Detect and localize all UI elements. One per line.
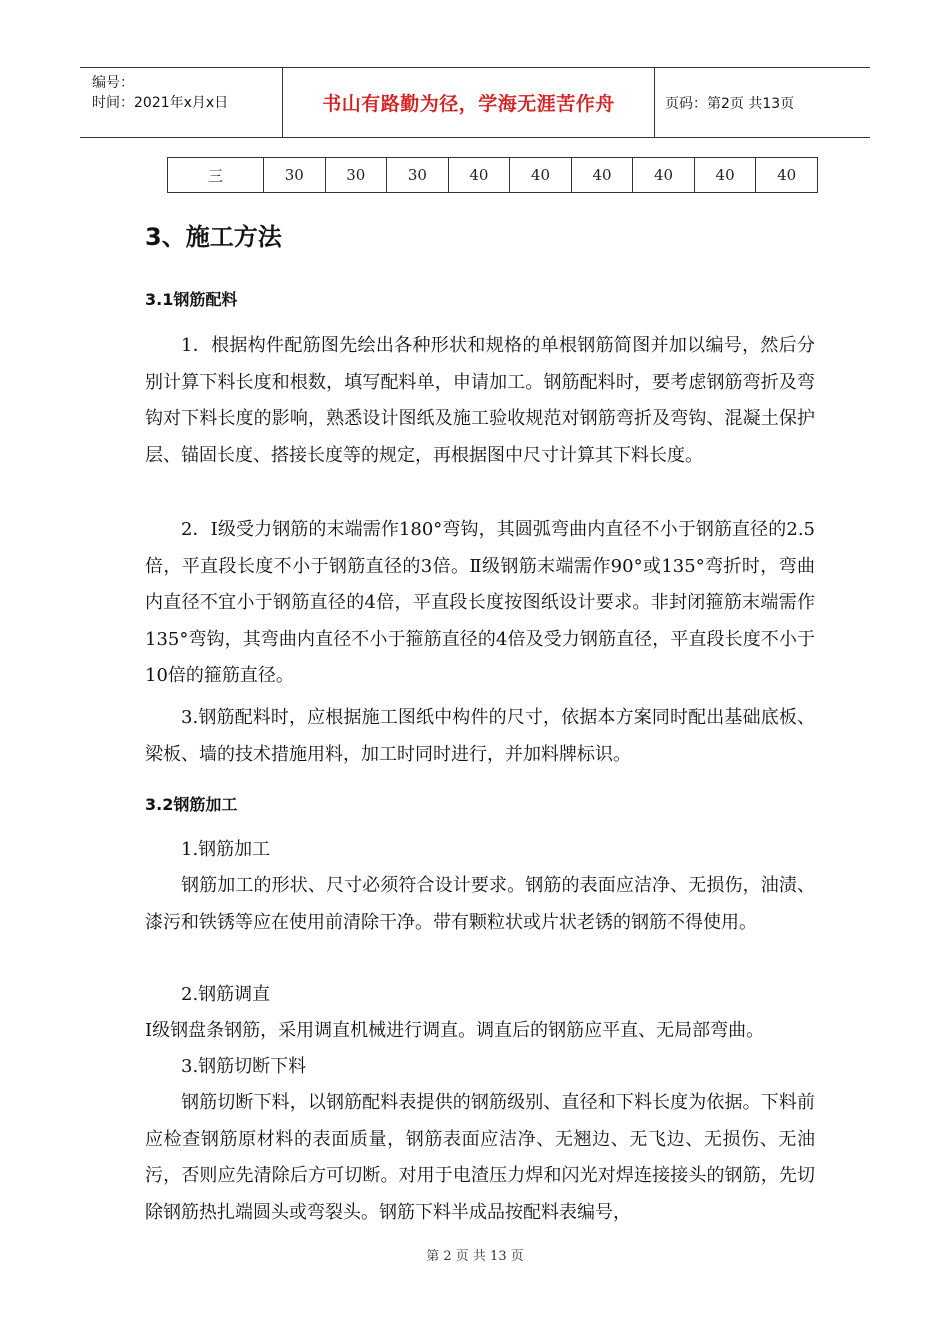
- subsection-title-3-2: 3.2钢筋加工: [145, 795, 238, 814]
- page-footer: 第 2 页 共 13 页: [426, 1249, 524, 1264]
- table-cell: 40: [756, 158, 818, 193]
- table-cell: 30: [264, 158, 326, 193]
- number-label: 编号：: [92, 75, 134, 91]
- table-cell: 三: [168, 158, 264, 193]
- header-page-info: 页码：第2页 共13页: [665, 95, 795, 112]
- table-row: [168, 158, 818, 193]
- data-table: [167, 157, 818, 193]
- table-cell: 30: [387, 158, 449, 193]
- table-cell: 40: [510, 158, 572, 193]
- header-meta: [80, 68, 283, 137]
- paragraph-straightening: Ⅰ级钢盘条钢筋，采用调直机械进行调直。调直后的钢筋应平直、无局部弯曲。: [145, 1020, 765, 1041]
- time-label: 时间：2021年x月x日: [92, 95, 229, 111]
- table-cell: 40: [571, 158, 633, 193]
- paragraph-3-1-1: 1．根据构件配筋图先绘出各种形状和规格的单根钢筋简图并加以编号，然后分别计算下料长度和根数，填写配料单，申请加工。钢筋配料时，要考虑钢筋弯折及弯钩对下料长度的影响，熟悉设计图纸及施工验收规范对钢筋弯折及弯钩、混凝土保护层、锚固长度、搭接长度等的规定，再根据图中尺寸计算其下料长度。: [145, 335, 815, 466]
- paragraph-processing: 钢筋加工的形状、尺寸必须符合设计要求。钢筋的表面应洁净、无损伤，油渍、漆污和铁锈等应在使用前清除干净。带有颗粒状或片状老锈的钢筋不得使用。: [145, 875, 815, 933]
- paragraph-3-1-2: 2．Ⅰ级受力钢筋的末端需作180°弯钩，其圆弧弯曲内直径不小于钢筋直径的2.5倍，平直段长度不小于钢筋直径的3倍。Ⅱ级钢筋末端需作90°或135°弯折时，弯曲内直径不宜小于钢筋直径的4倍，平直段长度按图纸设计要求。非封闭箍筋末端需作135°弯钩，其弯曲内直径不小于箍筋直径的4倍及受力钢筋直径，平直段长度不小于10倍的箍筋直径。: [145, 519, 815, 686]
- header-motto: 书山有路勤为径，学海无涯苦作舟: [283, 68, 655, 137]
- item-title-straightening: 2.钢筋调直: [181, 984, 271, 1005]
- table-cell: 30: [325, 158, 387, 193]
- table-cell: 40: [694, 158, 756, 193]
- section-title: 3、施工方法: [145, 223, 282, 251]
- item-title-processing: 1.钢筋加工: [181, 839, 271, 860]
- subsection-title-3-1: 3.1钢筋配料: [145, 290, 238, 309]
- table-cell: 40: [448, 158, 510, 193]
- table-cell: 40: [633, 158, 695, 193]
- paragraph-cutting: 钢筋切断下料，以钢筋配料表提供的钢筋级别、直径和下料长度为依据。下料前应检查钢筋原材料的表面质量，钢筋表面应洁净、无翘边、无飞边、无损伤、无油污，否则应先清除后方可切断。对用于电渣压力焊和闪光对焊连接接头的钢筋，先切除钢筋热扎端圆头或弯裂头。钢筋下料半成品按配料表编号，: [145, 1092, 815, 1223]
- page-header: [80, 67, 870, 138]
- item-title-cutting: 3.钢筋切断下料: [181, 1056, 307, 1077]
- paragraph-3-1-3: 3.钢筋配料时，应根据施工图纸中构件的尺寸，依据本方案同时配出基础底板、梁板、墙的技术措施用料，加工时同时进行，并加料牌标识。: [145, 707, 815, 765]
